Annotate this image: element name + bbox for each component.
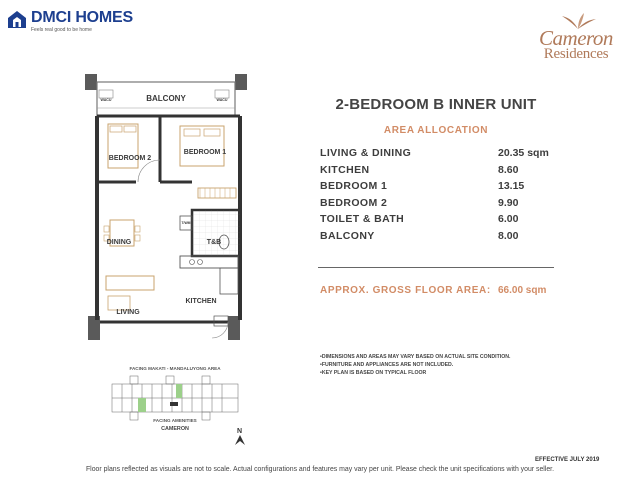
area-label: BALCONY [320,229,375,242]
plan-label-balcony: BALCONY [146,94,186,103]
key-plan-bottom-label: FACING AMENITIES [153,418,197,423]
area-allocation-heading: AREA ALLOCATION [383,125,489,136]
column [85,74,97,90]
developer-name: DMCI HOMES [31,9,134,26]
unit-title: 2-BEDROOM B INNER UNIT [335,96,537,113]
area-value: 9.90 [498,196,519,209]
unit-highlight [138,398,146,412]
area-row-kitchen [320,164,560,181]
note-item: • DIMENSIONS AND AREAS MAY VARY BASED ON ACTUAL SITE CONDITION. [320,353,560,361]
plan-label-living: LIVING [116,309,140,316]
area-row-toilet-bath [320,213,560,230]
area-row-living-dining [320,147,560,164]
note-item: • KEY PLAN IS BASED ON TYPICAL FLOOR [320,369,560,377]
plan-label-wacu-2: WACU [216,98,228,102]
area-value: 8.60 [498,163,519,176]
area-row-bedroom-1 [320,180,560,197]
dmci-homes-logo [6,8,136,38]
area-label: BEDROOM 1 [320,180,388,192]
dmci-house-icon [6,9,28,29]
key-plan-building-name: CAMERON [161,426,189,432]
notes-list [320,353,560,377]
area-label: KITCHEN [320,163,370,176]
gross-floor-area-value: 66.00 sqm [498,285,547,296]
plan-label-dining: DINING [106,239,132,246]
area-row-bedroom-2 [320,197,560,214]
north-letter: N [237,428,243,435]
effective-date: EFFECTIVE JULY 2019 [535,457,600,463]
area-value: 6.00 [498,213,519,225]
developer-tagline: Feels real good to be home [31,27,92,33]
note-item: • FURNITURE AND APPLIANCES ARE NOT INCLUDED. [320,361,560,369]
plan-label-tb: T&B [206,239,222,246]
area-allocation-table [320,147,560,246]
project-name-sub: Residences [543,46,609,62]
area-label: LIVING & DINING [320,147,412,159]
unit-highlight [176,384,182,398]
plan-label-bedroom-1: BEDROOM 1 [183,149,227,156]
area-row-balcony [320,230,560,247]
key-plan-diagram [110,374,243,435]
area-label: TOILET & BATH [320,213,405,225]
area-value: 20.35 sqm [498,147,549,159]
cameron-residences-logo [520,12,632,60]
floor-plan [80,70,260,360]
area-value: 13.15 [498,180,525,192]
plan-label-wacu: WACU [100,98,112,102]
plan-label-kitchen: KITCHEN [185,298,217,305]
key-plan [100,366,250,444]
key-plan-top-label: FACING MAKATI - MANDALUYONG AREA [129,366,221,371]
gross-floor-area-label: APPROX. GROSS FLOOR AREA: [320,285,491,296]
plan-label-bedroom-2: BEDROOM 2 [108,155,152,162]
divider [318,267,554,268]
area-label: BEDROOM 2 [320,196,388,209]
plan-label-twm: T/WM [181,221,191,225]
project-name: Cameron [539,26,613,50]
disclaimer-text: Floor plans reflected as visuals are not to scale. Actual configurations and features may vary per unit. Please check the unit specifications with your seller. [85,466,555,473]
plan-label-ref: REF [217,320,225,324]
column [235,74,247,90]
area-value: 8.00 [498,229,519,242]
